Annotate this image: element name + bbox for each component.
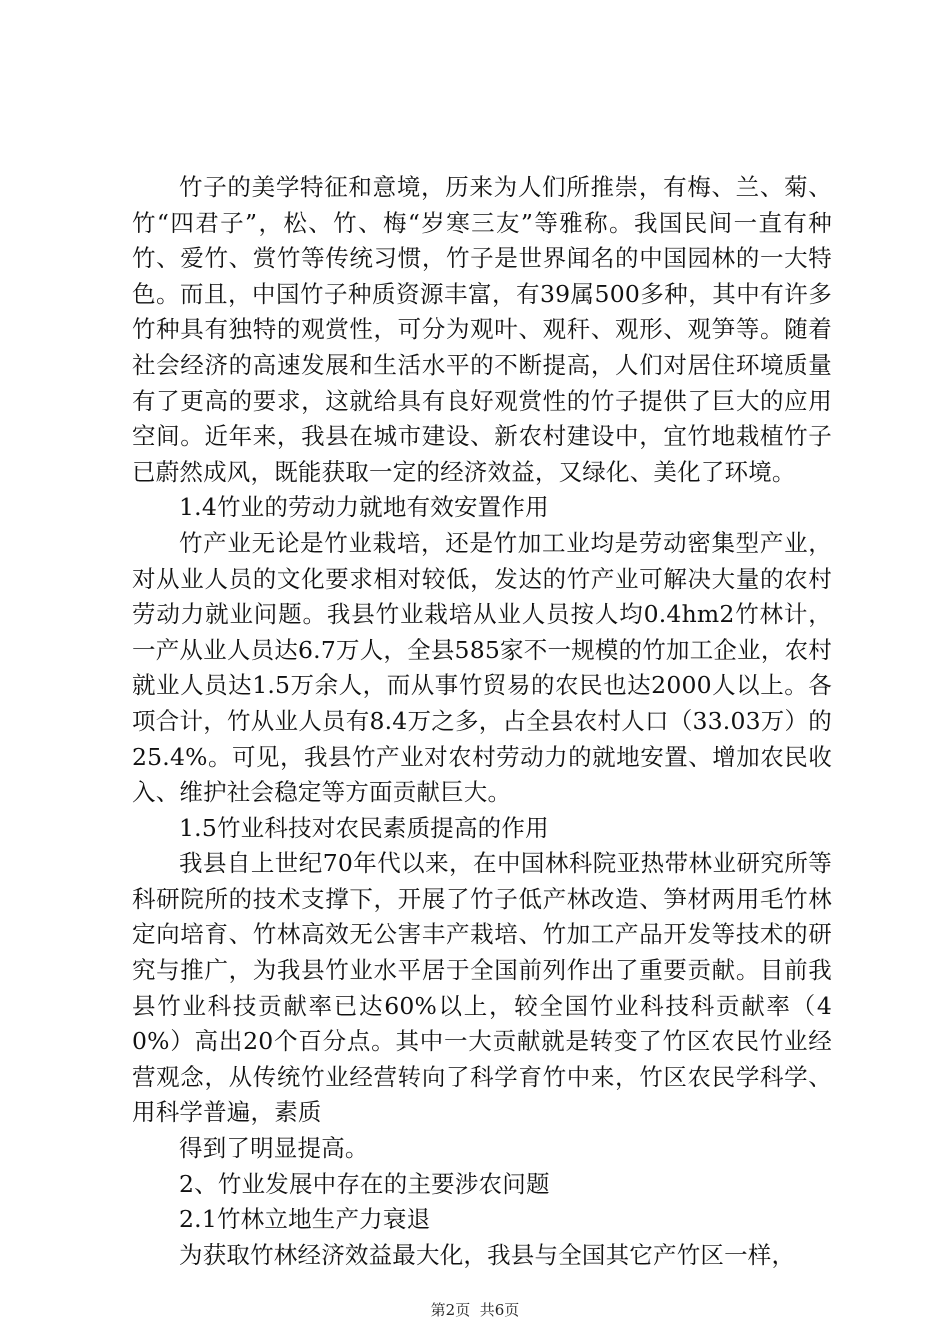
paragraph-productivity: 为获取竹林经济效益最大化，我县与全国其它产竹区一样，	[179, 1240, 796, 1269]
page-number: 第2页	[430, 1301, 471, 1319]
page-footer	[0, 1300, 950, 1320]
paragraph-labor: 竹产业无论是竹业栽培，还是竹加工业均是劳动密集型产业，对从业人员的文化要求相对较低，发达的竹产业可解决大量的农村劳动力就业问题。我县竹业栽培从业人员按人均0.4hm2竹林计，一产从业人员达6.7万人，全县585家不一规模的竹加工企业，农村就业人员达1.5万余人，而从事竹贸易的农民也达2000人以上。各项合计，竹从业人员有8.4万之多，占全县农村人口（33.03万）的25.4%。可见，我县竹产业对农村劳动力的就地安置、增加农民收入、维护社会稳定等方面贡献巨大。	[132, 528, 832, 807]
paragraph-continuation: 得到了明显提高。	[179, 1134, 369, 1163]
heading-1-4: 1.4竹业的劳动力就地有效安置作用	[179, 493, 549, 522]
heading-1-5: 1.5竹业科技对农民素质提高的作用	[179, 813, 549, 842]
paragraph-technology: 我县自上世纪70年代以来，在中国林科院亚热带林业研究所等科研院所的技术支撑下，开展了竹子低产林改造、笋材两用毛竹林定向培育、竹林高效无公害丰产栽培、竹加工产品开发等技术的研究与推广，为我县竹业水平居于全国前列作出了重要贡献。目前我县竹业科技贡献率已达60%以上，较全国竹业科技科贡献率（40%）高出20个百分点。其中一大贡献就是转变了竹区农民竹业经营观念，从传统竹业经营转向了科学育竹中来，竹区农民学科学、用科学普遍，素质	[132, 849, 832, 1127]
heading-2: 2、竹业发展中存在的主要涉农问题	[179, 1169, 550, 1198]
heading-2-1: 2.1竹林立地生产力衰退	[179, 1205, 431, 1234]
document-body	[132, 170, 832, 1273]
paragraph-bamboo-aesthetics: 竹子的美学特征和意境，历来为人们所推崇，有梅、兰、菊、竹“四君子”，松、竹、梅“岁寒三友”等雅称。我国民间一直有种竹、爱竹、赏竹等传统习惯，竹子是世界闻名的中国园林的一大特色。而且，中国竹子种质资源丰富，有39属500多种，其中有许多竹种具有独特的观赏性，可分为观叶、观秆、观形、观笋等。随着社会经济的高速发展和生活水平的不断提高，人们对居住环境质量有了更高的要求，这就给具有良好观赏性的竹子提供了巨大的应用空间。近年来，我县在城市建设、新农村建设中，宜竹地栽植竹子已蔚然成风，既能获取一定的经济效益，又绿化、美化了环境。	[132, 173, 832, 486]
page-total: 共6页	[479, 1301, 520, 1319]
